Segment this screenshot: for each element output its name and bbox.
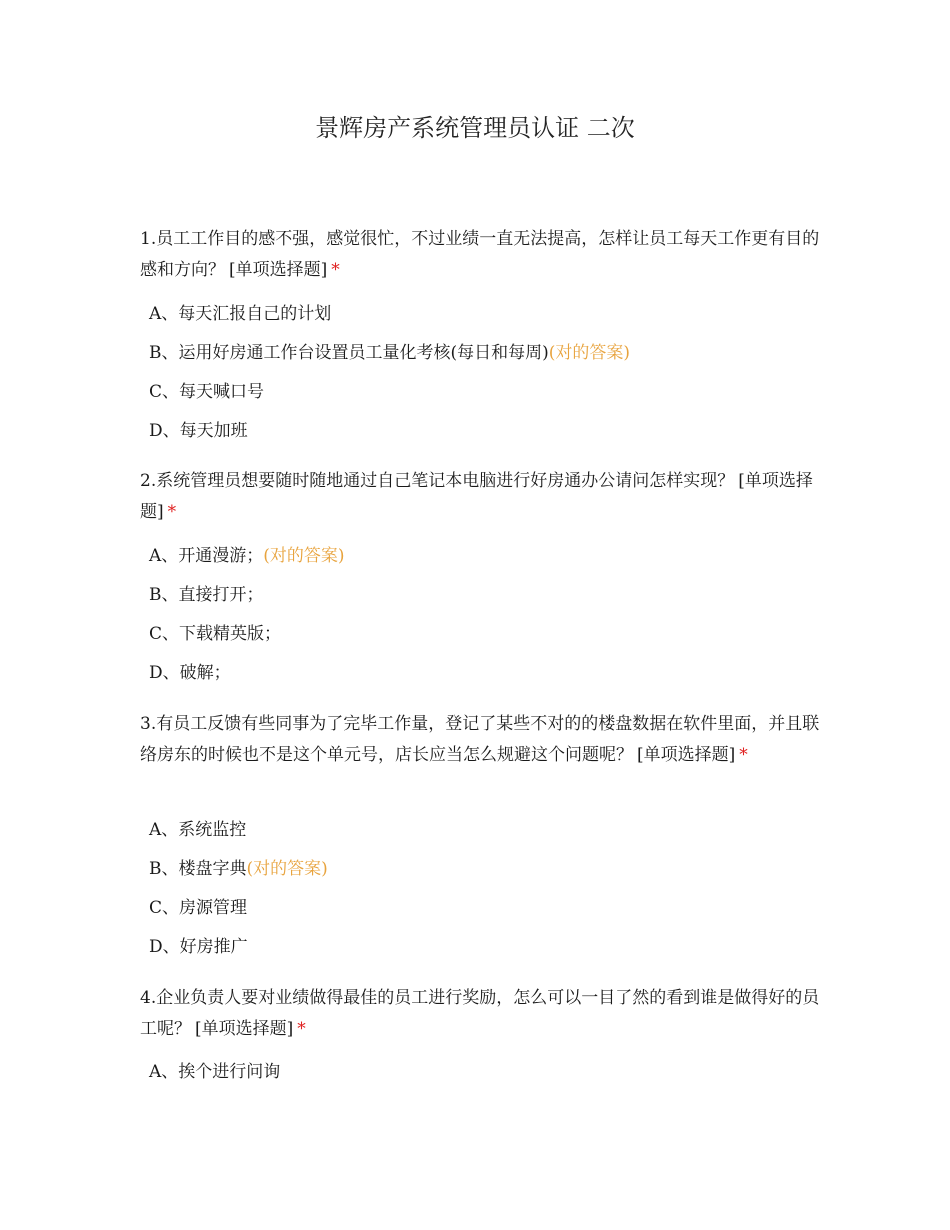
option-1a: A、每天汇报自己的计划 [149, 304, 332, 324]
required-marker: * [167, 502, 177, 522]
required-marker: * [331, 260, 340, 280]
question-3-text [140, 709, 820, 771]
question-1-text [140, 224, 820, 286]
correct-answer-mark: (对的答案) [246, 859, 328, 879]
option-2c: C、下载精英版； [149, 624, 282, 644]
option-4a: A、挨个进行问询 [149, 1062, 281, 1082]
option-3b: B、楼盘字典(对的答案) [149, 859, 328, 879]
question-4-text [140, 983, 820, 1045]
option-1c: C、每天喊口号 [149, 382, 265, 402]
question-type: [单项选择题] [637, 745, 736, 765]
option-2b: B、直接打开； [149, 585, 264, 605]
option-3d: D、好房推广 [149, 937, 248, 957]
option-1d: D、每天加班 [149, 421, 248, 441]
option-2d: D、破解； [149, 663, 231, 683]
option-3a: A、系统监控 [149, 820, 247, 840]
option-2a: A、开通漫游；(对的答案) [149, 546, 345, 566]
question-type: [单项选择题] [140, 471, 813, 522]
question-text: 1.员工工作目的感不强，感觉很忙，不过业绩一直无法提高，怎样让员工每天工作更有目的感和方向？ [140, 229, 820, 280]
page-title: 景辉房产系统管理员认证 二次 [315, 114, 635, 142]
option-1b: B、运用好房通工作台设置员工量化考核(每日和每周)(对的答案) [149, 343, 631, 363]
question-text: 4.企业负责人要对业绩做得最佳的员工进行奖励，怎么可以一目了然的看到谁是做得好的员工呢？ [140, 988, 820, 1039]
question-text: 2.系统管理员想要随时随地通过自己笔记本电脑进行好房通办公请问怎样实现？ [140, 471, 735, 491]
question-2-text [140, 466, 820, 528]
question-type: [单项选择题] [229, 260, 328, 280]
option-3c: C、房源管理 [149, 898, 248, 918]
required-marker: * [297, 1019, 306, 1039]
correct-answer-mark: (对的答案) [548, 343, 631, 363]
question-type: [单项选择题] [195, 1019, 294, 1039]
correct-answer-mark: (对的答案) [263, 546, 345, 566]
question-text: 3.有员工反馈有些同事为了完毕工作量，登记了某些不对的的楼盘数据在软件里面，并且联络房东的时候也不是这个单元号，店长应当怎么规避这个问题呢？ [140, 714, 820, 765]
required-marker: * [739, 745, 748, 765]
